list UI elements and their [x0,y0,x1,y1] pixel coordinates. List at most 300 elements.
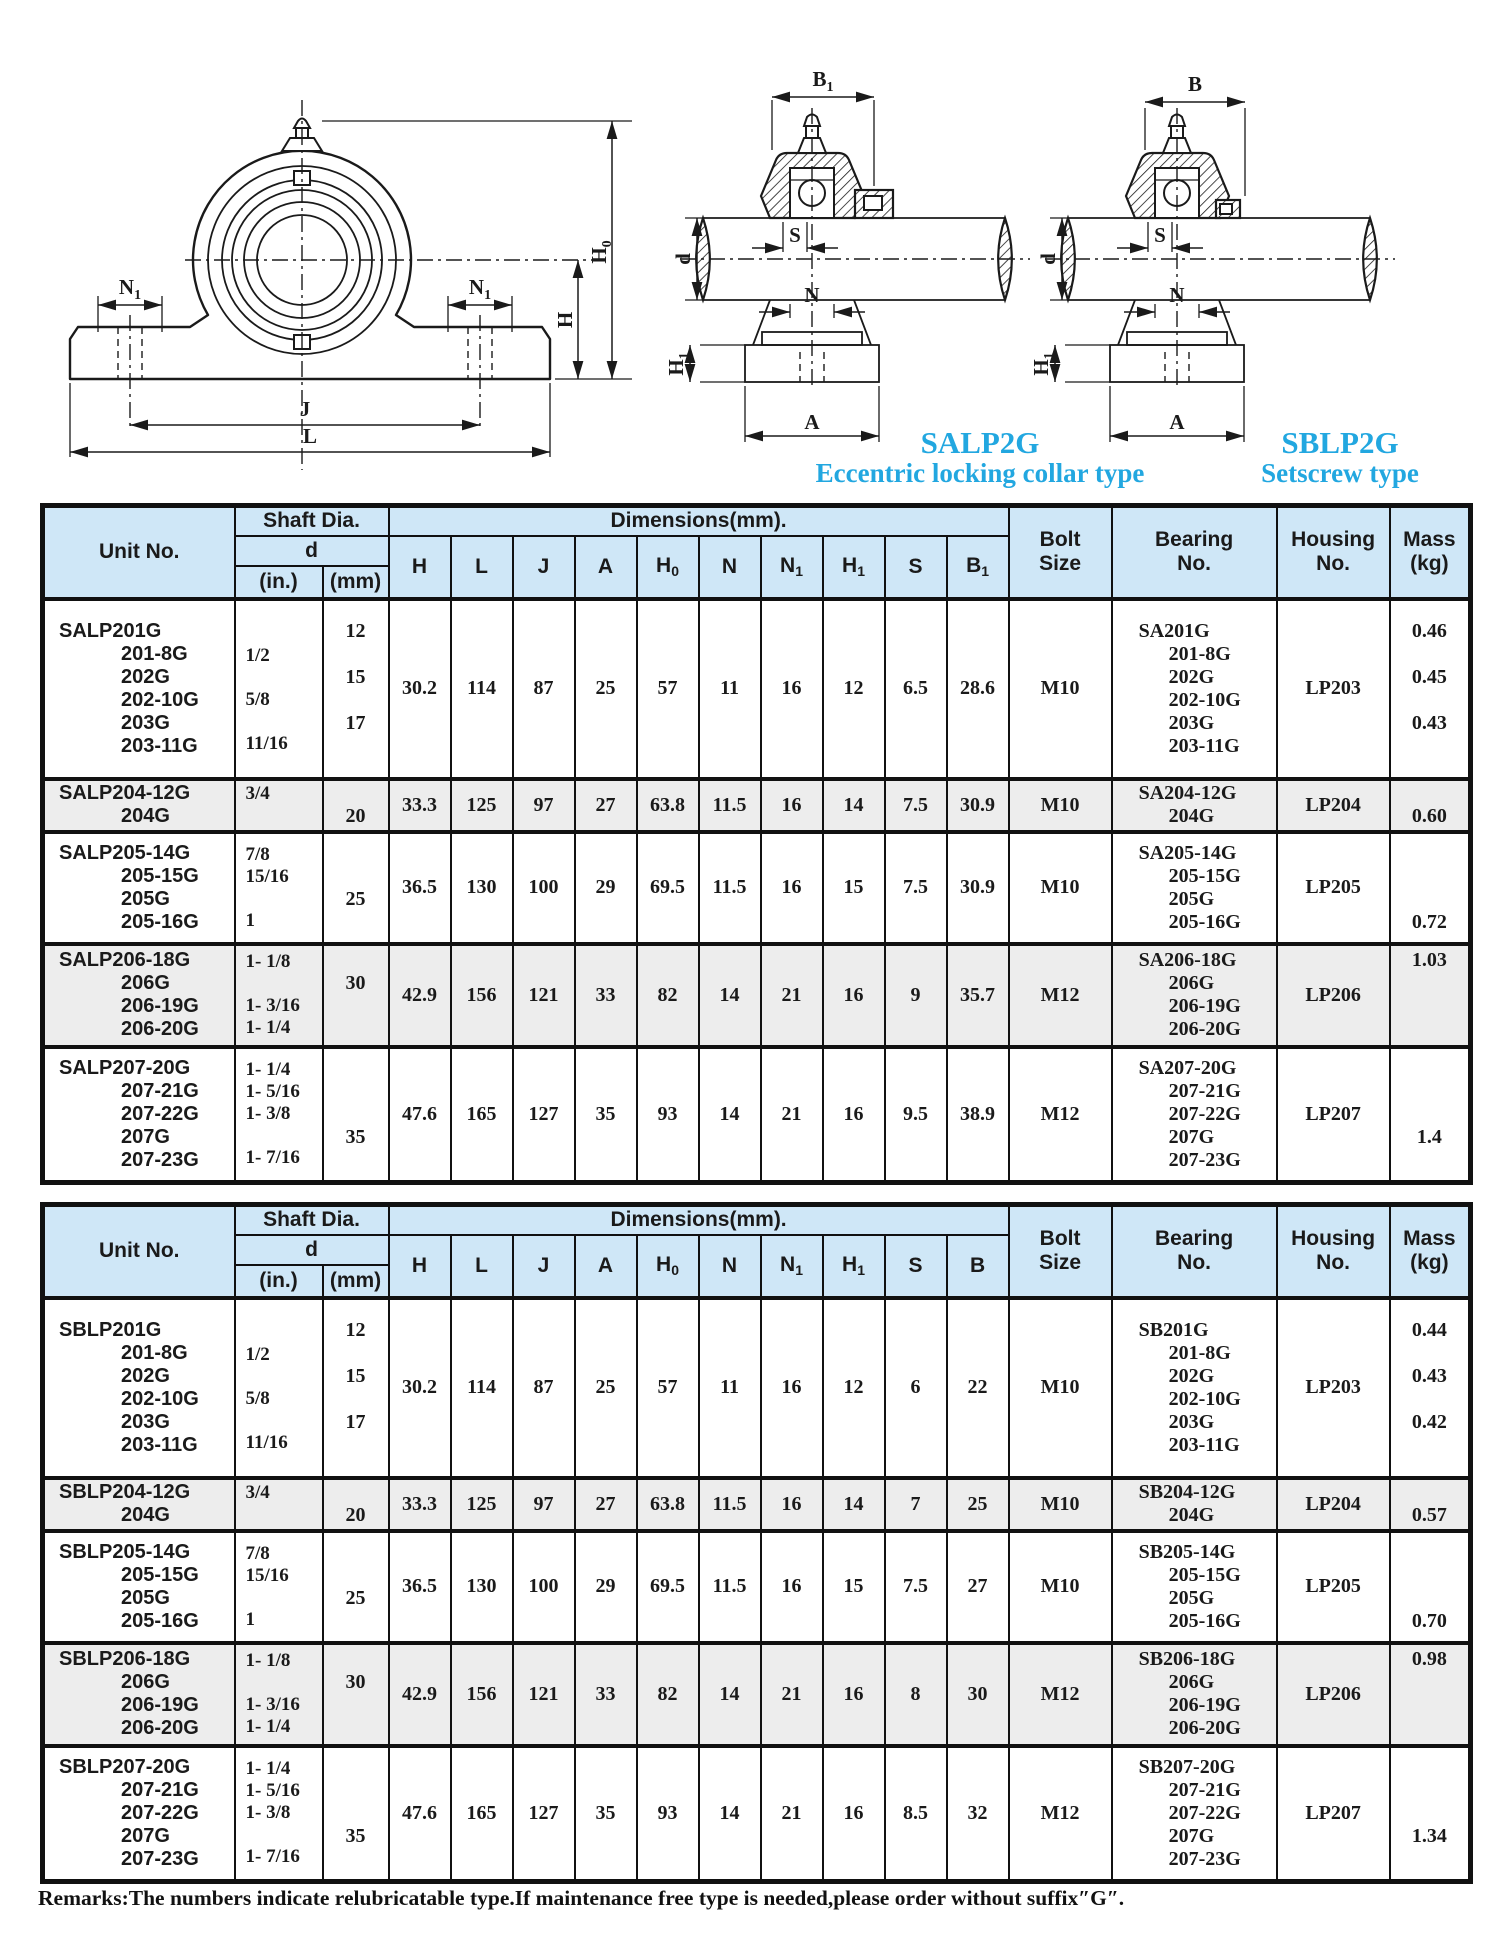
unit-line: 206G [121,1671,170,1693]
mass-lines [1391,1481,1469,1527]
shaft-in-cell [235,1047,323,1183]
salp-caption-type: Eccentric locking collar type [815,458,1145,489]
dim-label-a-sblp: A [1169,410,1185,434]
bearing-line: 203-11G [1168,734,1240,757]
bearing-line: 207-22G [1168,1102,1241,1125]
bearing-line: 202G [1168,1364,1215,1387]
shaft-mm-cell [323,1531,389,1643]
dim-label-b1: $B_1$ [812,67,834,95]
bearing-line: 206-19G [1168,1694,1241,1716]
shaft-in-cell [235,1746,323,1882]
in-lines [236,783,322,827]
sblp-group-row [43,1643,1471,1746]
salp-caption [790,426,1170,489]
in-value: 3/4 [245,1482,270,1503]
housing-no-cell: LP205 [1277,832,1390,944]
housing-no-header-line: Housing [1291,1227,1376,1251]
shaft-mm-cell [323,1746,389,1882]
housing-no-header [1277,1205,1390,1298]
bearing-line: 206-20G [1168,1717,1241,1739]
subscript: 0 [671,563,679,579]
mass-cell [1390,1047,1471,1183]
dim-cell: 16 [761,1531,823,1643]
housing-no-cell: LP207 [1277,1746,1390,1882]
dim-col-header: $H_0$ [637,536,699,599]
sblp-group-row [43,1531,1471,1643]
salp-side-view-drawing [664,67,1030,442]
dim-cell: 121 [513,1643,575,1746]
bearing-line: SA201G [1138,619,1210,642]
dim-label-s-sblp: S [1154,223,1166,247]
shaft-dia-header: Shaft Dia. [235,506,389,536]
unit-line: 206-20G [121,1717,199,1739]
in-header: (in.) [235,1265,323,1298]
mm-value: 25 [345,1586,366,1609]
dim-col-header: L [451,1235,513,1298]
mass-cell [1390,1531,1471,1643]
dim-cell: 27 [947,1531,1009,1643]
unit-lines [45,842,234,934]
header-row-1 [43,1205,1471,1235]
bolt-size-header-line: Size [1039,552,1082,576]
unit-no-header: Unit No. [43,506,235,599]
dim-cell: 21 [761,1746,823,1882]
dim-col-header: H [389,536,451,599]
dim-cell: 93 [637,1047,699,1183]
dim-cell: 16 [823,1047,885,1183]
dim-cell: 63.8 [637,779,699,832]
unit-line: 206G [121,972,170,994]
unit-line: 202G [121,665,170,688]
bearing-line: 204G [1168,1504,1215,1526]
unit-lines [45,949,234,1041]
bolt-size-cell: M10 [1009,779,1112,832]
mass-lines [1391,1541,1469,1633]
unit-lines [45,1648,234,1740]
bearing-line: 205G [1168,887,1215,910]
dim-cell: 35.7 [947,944,1009,1047]
in-value: 1 [245,1608,255,1630]
mm-value: 12 [345,1318,366,1341]
unit-lines [45,1756,234,1871]
unit-lines [45,620,234,758]
unit-line: SBLP206-18G [59,1648,191,1670]
in-lines [236,1543,322,1631]
unit-line: 203-11G [121,734,198,757]
unit-line: 205-16G [121,1609,199,1632]
in-lines [236,1059,322,1169]
in-value: 15/16 [245,1564,289,1586]
dim-cell: 15 [823,1531,885,1643]
in-lines [236,1322,322,1454]
housing-no-cell: LP203 [1277,599,1390,779]
sblp-group-row [43,1746,1471,1882]
bearing-no-cell [1112,1478,1277,1531]
bolt-size-cell: M12 [1009,1746,1112,1882]
sblp-body [43,1298,1471,1882]
remarks-text: Remarks:The numbers indicate relubricatable type.If maintenance free type is needed,please order without suffix″G″. [38,1886,1125,1910]
mass-cell [1390,832,1471,944]
bearing-no-cell [1112,1643,1277,1746]
bearing-line: 202-10G [1168,1387,1241,1410]
bearing-no-cell [1112,1047,1277,1183]
subscript: 0 [671,1262,679,1278]
dim-col-header: $B_1$ [947,536,1009,599]
dim-cell: 114 [451,599,513,779]
bearing-line: 203G [1168,1410,1215,1433]
mm-value: 20 [345,1504,366,1526]
mass-lines [1391,1057,1469,1172]
bearing-no-cell [1112,599,1277,779]
housing-no-cell: LP207 [1277,1047,1390,1183]
mm-lines [324,1481,388,1527]
bearing-line: 207-21G [1168,1778,1241,1801]
dim-cell: 14 [823,779,885,832]
dim-label-n-salp: N [804,283,820,307]
dim-label-n1-right: $N_1$ [468,275,492,303]
shaft-mm-cell [323,1643,389,1746]
bearing-lines [1113,1756,1276,1871]
sblp-caption [1190,426,1490,489]
in-value: 1- 7/16 [245,1846,300,1868]
bearing-line: SB201G [1138,1318,1209,1341]
dim-col-header: L [451,536,513,599]
bolt-size-cell: M10 [1009,1298,1112,1478]
mass-cell [1390,944,1471,1047]
dim-label-h: H [553,311,577,329]
dim-cell: 16 [761,779,823,832]
dim-cell: 8.5 [885,1746,947,1882]
dim-cell: 6.5 [885,599,947,779]
dim-cell: 30 [947,1643,1009,1746]
mass-value: 0.43 [1411,711,1447,734]
dim-cell: 11.5 [699,1531,761,1643]
dim-cell: 11.5 [699,779,761,832]
sblp-table-container [40,1202,1473,1884]
dim-cell: 11 [699,1298,761,1478]
bearing-line: 201-8G [1168,1341,1231,1364]
dim-label-d-salp: d [671,253,695,265]
dim-cell: 125 [451,779,513,832]
mass-value: 1.4 [1416,1125,1442,1148]
mass-cell [1390,1643,1471,1746]
dim-label-b: B [1187,72,1203,96]
bearing-line: 205-15G [1168,864,1241,887]
dim-cell: 33.3 [389,779,451,832]
dim-cell: 14 [699,1746,761,1882]
bearing-line: 202-10G [1168,688,1241,711]
mass-value: 0.72 [1411,910,1447,933]
unit-line: 203-11G [121,1433,198,1456]
dim-col-header: A [575,536,637,599]
subscript: 1 [857,1262,865,1278]
dim-label-s-salp: S [789,223,801,247]
dim-cell: 25 [575,599,637,779]
dim-cell: 156 [451,944,513,1047]
in-value: 1- 1/8 [245,1650,291,1671]
subscript: 1 [981,563,990,579]
housing-no-cell: LP206 [1277,944,1390,1047]
mm-lines [324,949,388,1041]
dim-cell: 25 [575,1298,637,1478]
bearing-no-header-line: Bearing [1155,1227,1234,1251]
bearing-no-header-line: Bearing [1155,528,1234,552]
mm-lines [324,1756,388,1871]
housing-no-cell: LP206 [1277,1643,1390,1746]
unit-line: 206-19G [121,995,199,1017]
dim-cell: 165 [451,1746,513,1882]
dim-cell: 47.6 [389,1047,451,1183]
dim-cell: 12 [823,1298,885,1478]
shaft-mm-cell [323,1478,389,1531]
unit-line: 201-8G [121,1341,188,1364]
unit-line: SBLP207-20G [59,1755,191,1778]
subscript: 1 [1042,352,1057,360]
dim-cell: 97 [513,779,575,832]
in-value: 1- 5/16 [245,1780,300,1802]
mm-lines [324,1057,388,1172]
in-value: 1- 1/4 [245,1758,291,1780]
in-value: 11/16 [245,1431,288,1453]
dim-cell: 130 [451,832,513,944]
dim-cell: 30.2 [389,1298,451,1478]
dim-cell: 7.5 [885,1531,947,1643]
unit-line: 207-22G [121,1801,199,1824]
bolt-size-cell: M10 [1009,1478,1112,1531]
mm-value: 25 [345,887,366,910]
salp-group-row [43,1047,1471,1183]
shaft-mm-cell [323,1047,389,1183]
bearing-line: 206G [1168,972,1215,994]
bolt-size-header [1009,1205,1112,1298]
unit-line: 205-16G [121,910,199,933]
dim-col-header: J [513,536,575,599]
mass-value: 0.46 [1411,619,1447,642]
unit-line: SALP204-12G [59,782,191,804]
in-value: 1/2 [245,644,270,666]
dim-col-header: $H_0$ [637,1235,699,1298]
unit-line: 205-15G [121,864,199,887]
dim-col-header: $H_1$ [823,536,885,599]
dim-col-header: N [699,536,761,599]
dim-col-header: H [389,1235,451,1298]
dim-cell: 30.9 [947,779,1009,832]
header-row-1 [43,506,1471,536]
bearing-line: SA204-12G [1138,782,1237,804]
bearing-no-header [1112,1205,1277,1298]
dim-label-h1-salp: $H_1$ [664,352,692,376]
dim-cell: 16 [823,1643,885,1746]
dim-cell: 97 [513,1478,575,1531]
dim-cell: 125 [451,1478,513,1531]
unit-line: SALP207-20G [59,1056,191,1079]
dim-cell: 9.5 [885,1047,947,1183]
sblp-side-view-drawing [1029,72,1395,442]
unit-line: 205-15G [121,1563,199,1586]
dim-cell: 9 [885,944,947,1047]
dim-cell: 130 [451,1531,513,1643]
mass-value: 0.60 [1411,805,1447,827]
in-lines [236,844,322,932]
unit-cell [43,1746,235,1882]
in-value: 7/8 [245,843,270,865]
bearing-line: SB205-14G [1138,1540,1236,1563]
dim-col-header: J [513,1235,575,1298]
bolt-size-header-line: Size [1039,1251,1082,1275]
mass-value: 0.43 [1411,1364,1447,1387]
bearing-line: 207-23G [1168,1148,1241,1171]
dim-cell: 16 [761,1478,823,1531]
bolt-size-header-line: Bolt [1039,1227,1081,1251]
sblp-table [40,1202,1473,1884]
bearing-line: 203-11G [1168,1433,1240,1456]
salp-group-row [43,599,1471,779]
unit-cell [43,1531,235,1643]
bearing-line: SB206-18G [1138,1648,1236,1670]
dim-cell: 42.9 [389,944,451,1047]
bearing-line: SB204-12G [1138,1481,1236,1503]
bearing-lines [1113,1481,1276,1527]
dim-cell: 11 [699,599,761,779]
sblp-group-row [43,1298,1471,1478]
dim-cell: 25 [947,1478,1009,1531]
unit-line: SBLP201G [59,1318,162,1341]
shaft-in-cell [235,1298,323,1478]
unit-line: 204G [121,805,170,827]
unit-line: 204G [121,1504,170,1526]
in-value: 7/8 [245,1542,270,1564]
sblp-header [43,1205,1471,1298]
unit-line: 202-10G [121,688,199,711]
dim-cell: 14 [699,944,761,1047]
unit-cell [43,832,235,944]
mass-lines [1391,842,1469,934]
salp-body [43,599,1471,1183]
mass-value: 1.34 [1411,1824,1447,1847]
in-value: 1- 1/4 [245,1716,291,1737]
in-value: 1- 7/16 [245,1147,300,1169]
mass-header [1390,506,1471,599]
dim-cell: 35 [575,1047,637,1183]
dim-cell: 21 [761,1047,823,1183]
mass-cell [1390,1478,1471,1531]
mm-lines [324,782,388,828]
dim-col-header: $N_1$ [761,1235,823,1298]
in-value: 1- 3/16 [245,1694,300,1715]
dim-col-header: S [885,536,947,599]
dim-cell: 16 [823,1746,885,1882]
mm-value: 35 [345,1125,366,1148]
subscript: 1 [826,80,834,95]
bolt-size-cell: M12 [1009,944,1112,1047]
dim-cell: 121 [513,944,575,1047]
dim-cell: 57 [637,1298,699,1478]
unit-no-header: Unit No. [43,1205,235,1298]
mass-value: 0.44 [1411,1318,1447,1341]
mm-lines [324,1648,388,1740]
mass-lines [1391,620,1469,758]
unit-line: 202-10G [121,1387,199,1410]
dim-cell: 29 [575,832,637,944]
mm-header: (mm) [323,566,389,599]
dim-col-header: N [699,1235,761,1298]
in-value: 1- 1/4 [245,1059,291,1081]
sblp-caption-type: Setscrew type [1261,458,1419,489]
bearing-line: SA206-18G [1138,949,1237,971]
salp-group-row [43,944,1471,1047]
in-value: 15/16 [245,865,289,887]
in-lines [236,1758,322,1868]
unit-cell [43,944,235,1047]
shaft-in-cell [235,1478,323,1531]
dim-cell: 93 [637,1746,699,1882]
bearing-line: 204G [1168,805,1215,827]
dimensions-header: Dimensions(mm). [389,1205,1009,1235]
bearing-no-cell [1112,1298,1277,1478]
bearing-line: 205-16G [1168,910,1241,933]
dim-cell: 35 [575,1746,637,1882]
dim-cell: 69.5 [637,1531,699,1643]
mass-cell [1390,1746,1471,1882]
bearing-no-header-line: No. [1177,1251,1211,1275]
subscript: 0 [600,240,615,248]
bearing-lines [1113,842,1276,934]
bearing-line: 205-15G [1168,1563,1241,1586]
shaft-mm-cell [323,779,389,832]
dim-cell: 11.5 [699,832,761,944]
bearing-line: 207G [1168,1125,1215,1148]
bolt-size-cell: M10 [1009,832,1112,944]
unit-cell [43,1643,235,1746]
bearing-lines [1113,1541,1276,1633]
unit-line: SALP205-14G [59,841,191,864]
in-value: 3/4 [245,783,270,804]
bearing-line: 207-21G [1168,1079,1241,1102]
unit-line: 202G [121,1364,170,1387]
dim-cell: 42.9 [389,1643,451,1746]
unit-line: 207G [121,1824,170,1847]
mm-value: 15 [345,665,366,688]
shaft-d-header: d [235,536,389,566]
bearing-line: 206-19G [1168,995,1241,1017]
bolt-size-cell: M10 [1009,1531,1112,1643]
bolt-size-header [1009,506,1112,599]
in-value: 1- 3/16 [245,995,300,1016]
housing-no-cell: LP203 [1277,1298,1390,1478]
dim-cell: 30.9 [947,832,1009,944]
dim-cell: 16 [823,944,885,1047]
housing-no-header-line: No. [1316,552,1350,576]
dim-cell: 36.5 [389,832,451,944]
unit-cell [43,1298,235,1478]
dim-cell: 11.5 [699,1478,761,1531]
unit-line: 201-8G [121,642,188,665]
shaft-mm-cell [323,944,389,1047]
mass-lines [1391,1756,1469,1871]
unit-line: SBLP205-14G [59,1540,191,1563]
housing-no-cell: LP205 [1277,1531,1390,1643]
shaft-mm-cell [323,832,389,944]
shaft-dia-header: Shaft Dia. [235,1205,389,1235]
unit-line: 206-19G [121,1694,199,1716]
dim-cell: 16 [761,599,823,779]
mass-cell [1390,779,1471,832]
dim-label-d-sblp: d [1036,253,1060,265]
dim-cell: 21 [761,1643,823,1746]
in-value: 1- 1/4 [245,1017,291,1038]
mass-lines [1391,1648,1469,1740]
mass-lines [1391,949,1469,1041]
